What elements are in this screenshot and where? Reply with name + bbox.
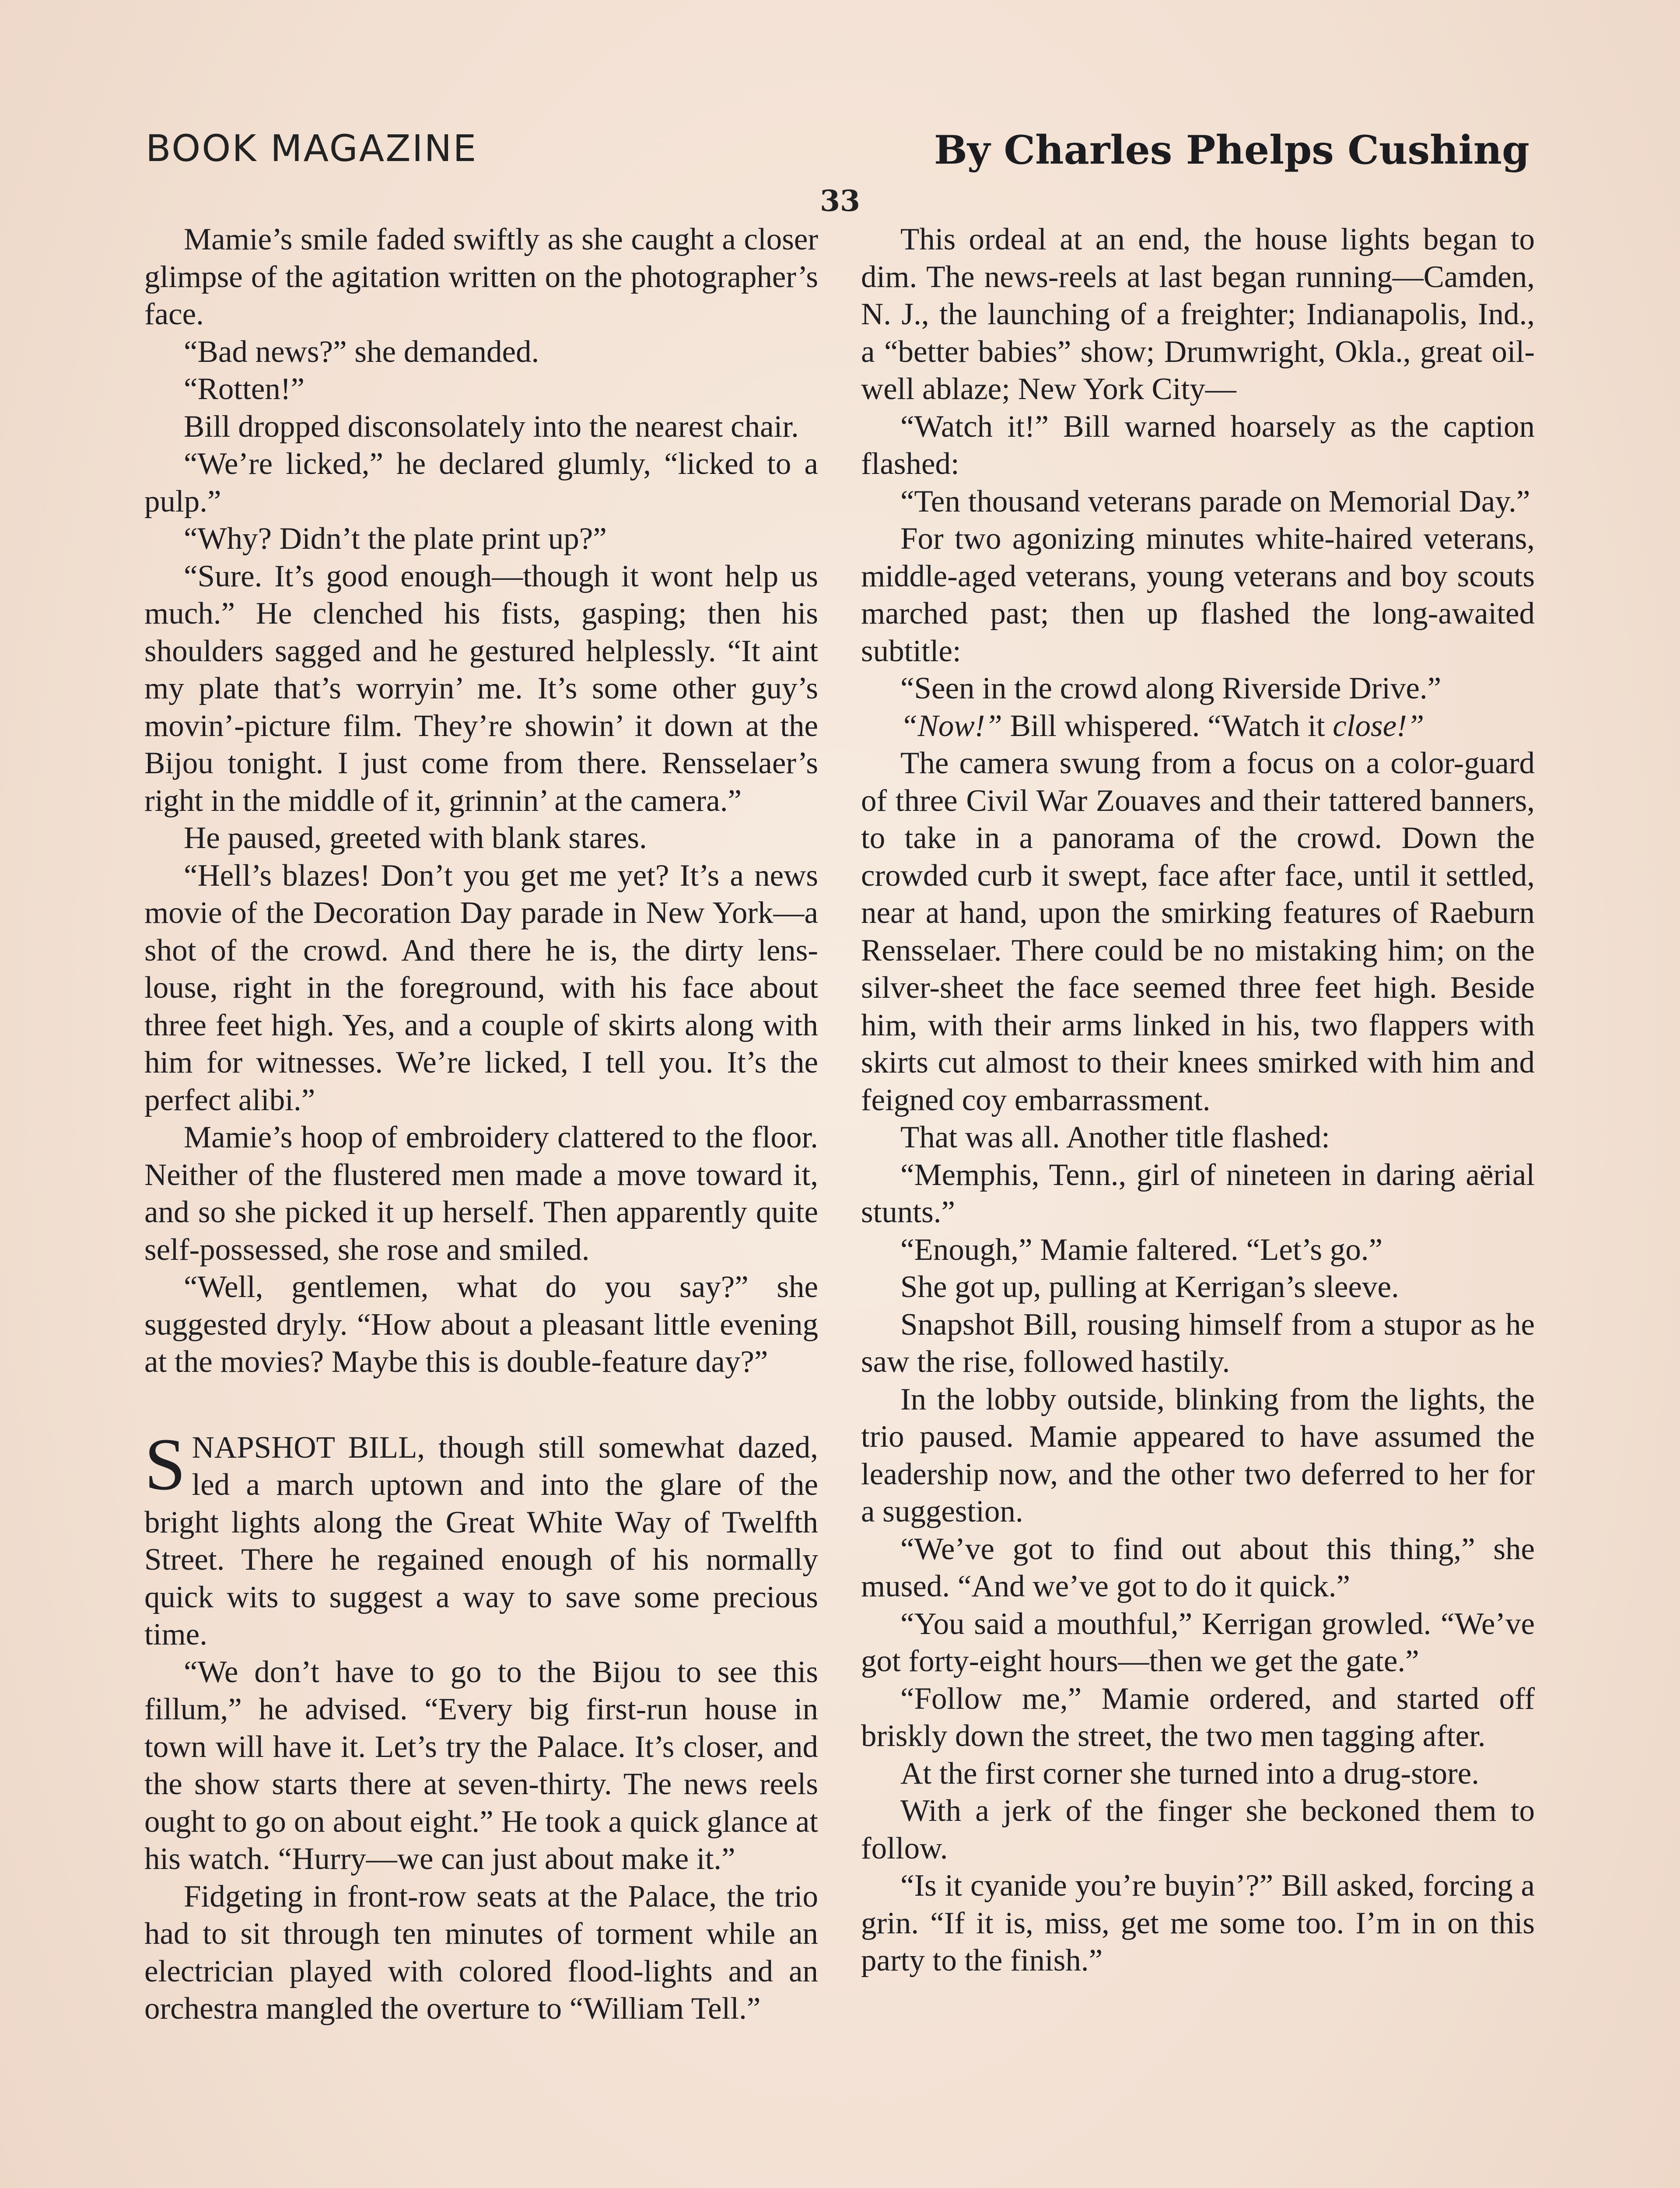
paragraph: Bill dropped disconsolately into the nearest chair. (184, 409, 799, 444)
paragraph: “We’ve got to find out about this thing,” she mused. “And we’ve got to do it quick.” (861, 1532, 1535, 1603)
paragraph-text: Bill whispered. “Watch it (1002, 708, 1333, 743)
paragraph: The camera swung from a focus on a color-guard of three Civil War Zouaves and their tattered banners, to take in a panorama of the crowd. Down the crowded curb it swept, face after face, until it settled, near at hand, upon the smirking features of Raeburn Rensselaer. There could be no mistaking him; on the silver-sheet the face seemed three feet high. Beside him, with their arms linked in his, two flappers with skirts cut almost to their knees smirked with him and feigned coy embarrassment. (861, 746, 1535, 1117)
paragraph: She got up, pulling at Kerrigan’s sleeve. (900, 1270, 1399, 1304)
page-number: 33 (820, 184, 860, 218)
paragraph: In the lobby outside, blinking from the lights, the trio paused. Mamie appeared to have assumed the leadership now, and the other two deferred to her for a suggestion. (861, 1382, 1535, 1529)
paragraph: “Enough,” Mamie faltered. “Let’s go.” (900, 1232, 1383, 1267)
paragraph: This ordeal at an end, the house lights began to dim. The news-reels at last began running—Camden, N. J., the launching of a freighter; Indianapolis, Ind., a “better babies” show; Drumwright, Okla., great oil-well ablaze; New York City— (861, 222, 1535, 406)
paragraph: “Ten thousand veterans parade on Memorial Day.” (900, 484, 1530, 519)
running-head-author: By Charles Phelps Cushing (934, 127, 1530, 173)
paragraph: With a jerk of the finger she beckoned them to follow. (861, 1794, 1535, 1865)
paragraph: “Why? Didn’t the plate print up?” (184, 522, 607, 556)
paragraph (861, 708, 1535, 745)
section-opening-paragraph (144, 1423, 818, 1654)
paragraph-text: NAPSHOT BILL, though still somewhat dazed, led a march uptown and into the glare of the bright lights along the Great White Way of Twelfth Street. There he regained enough of his normally quick wits to suggest a way to save some precious time. (144, 1430, 818, 1652)
paragraph: “Rotten!” (184, 372, 304, 406)
paragraph: Snapshot Bill, rousing himself from a stupor as he saw the rise, followed hastily. (861, 1307, 1535, 1379)
paragraph: “Is it cyanide you’re buyin’?” Bill asked, forcing a grin. “If it is, miss, get me some too. I’m in on this party to the finish.” (861, 1869, 1535, 1978)
paragraph: “Bad news?” she demanded. (184, 334, 539, 369)
paragraph: Mamie’s smile faded swiftly as she caught a closer glimpse of the agitation written on the photographer’s face. (144, 222, 818, 331)
paragraph: “You said a mouthful,” Kerrigan growled. “We’ve got forty-eight hours—then we get the gate.” (861, 1606, 1535, 1678)
paragraph: At the first corner she turned into a drug-store. (900, 1756, 1479, 1791)
paragraph: “Watch it!” Bill warned hoarsely as the caption flashed: (861, 409, 1535, 481)
paragraph: “Hell’s blazes! Don’t you get me yet? It’s a news movie of the Decoration Day parade in New York—a shot of the crowd. And there he is, the dirty lens-louse, right in the foreground, with his face about three feet high. Yes, and a couple of skirts along with him for witnesses. We’re licked, I tell you. It’s the perfect alibi.” (144, 858, 818, 1117)
running-head-magazine: BOOK MAGAZINE (146, 127, 478, 170)
paragraph: “Memphis, Tenn., girl of nineteen in daring aërial stunts.” (861, 1157, 1535, 1229)
paragraph: “Seen in the crowd along Riverside Drive.” (900, 671, 1442, 705)
paragraph: Mamie’s hoop of embroidery clattered to the floor. Neither of the flustered men made a move toward it, and so she picked it up herself. Then apparently quite self-possessed, she rose and smiled. (144, 1120, 818, 1267)
right-column (861, 221, 1535, 1980)
paragraph: “Follow me,” Mamie ordered, and started off briskly down the street, the two men tagging after. (861, 1681, 1535, 1753)
paragraph: “We don’t have to go to the Bijou to see this fillum,” he advised. “Every big first-run house in town will have it. Let’s try the Palace. It’s closer, and the show starts there at seven-thirty. The news reels ought to go on about eight.” He took a quick glance at his watch. “Hurry—we can just about make it.” (144, 1655, 818, 1876)
paragraph: “We’re licked,” he declared glumly, “licked to a pulp.” (144, 447, 818, 519)
paragraph: That was all. Another title flashed: (900, 1120, 1330, 1154)
paragraph: Fidgeting in front-row seats at the Palace, the trio had to sit through ten minutes of torment while an electrician played with colored flood-lights and an orchestra mangled the overture to “William Tell.” (144, 1879, 818, 2026)
left-column (144, 221, 818, 2028)
paragraph: “Sure. It’s good enough—though it wont help us much.” He clenched his fists, gasping; then his shoulders sagged and he gestured helplessly. “It aint my plate that’s worryin’ me. It’s some other guy’s movin’-picture film. They’re showin’ it down at the Bijou tonight. I just come from there. Rensselaer’s right in the middle of it, grinnin’ at the camera.” (144, 559, 818, 818)
paragraph: He paused, greeted with blank stares. (184, 821, 647, 855)
paragraph: For two agonizing minutes white-haired veterans, middle-aged veterans, young veterans and boy scouts marched past; then up flashed the long-awaited subtitle: (861, 522, 1535, 668)
italic-text: close!” (1333, 708, 1424, 743)
italic-text: “Now!” (900, 708, 1002, 743)
paragraph: “Well, gentlemen, what do you say?” she suggested dryly. “How about a pleasant little evening at the movies? Maybe this is double-feature day?” (144, 1270, 818, 1379)
drop-cap: S (144, 1423, 186, 1505)
